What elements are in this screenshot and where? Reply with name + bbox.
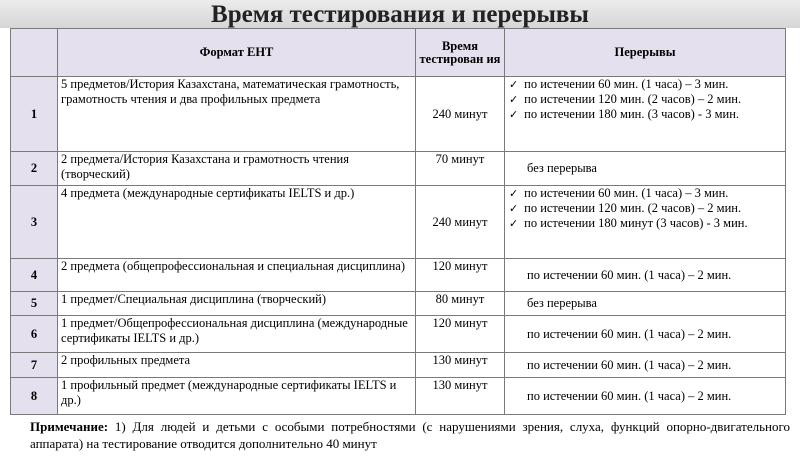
- checkmark-icon: ✓: [509, 108, 519, 121]
- row-time: 240 минут: [416, 186, 505, 259]
- break-item: [509, 186, 782, 201]
- break-text: по истечении 60 мин. (1 часа) – 2 мин.: [527, 357, 732, 372]
- break-text: без перерыва: [527, 161, 597, 175]
- table-row: [11, 77, 786, 152]
- table-row: [11, 316, 786, 353]
- table-row: [11, 353, 786, 378]
- row-number: 5: [11, 292, 58, 316]
- row-number: 2: [11, 152, 58, 186]
- footnote: [30, 418, 790, 452]
- row-breaks: [505, 292, 786, 316]
- row-breaks: [505, 152, 786, 186]
- row-time: 240 минут: [416, 77, 505, 152]
- row-format: 1 предмет/Общепрофессиональная дисциплина (международные сертификаты IELTS и др.): [58, 316, 416, 353]
- row-format: 2 предмета/История Казахстана и грамотность чтения (творческий): [58, 152, 416, 186]
- table-row: [11, 186, 786, 259]
- header-breaks: Перерывы: [505, 29, 786, 77]
- checkmark-icon: ✓: [509, 187, 519, 200]
- row-format: 2 профильных предмета: [58, 353, 416, 378]
- row-format: 1 предмет/Специальная дисциплина (творческий): [58, 292, 416, 316]
- header-format: Формат ЕНТ: [58, 29, 416, 77]
- break-text: по истечении 180 мин. (3 часов) - 3 мин.: [524, 107, 740, 121]
- footnote-text: 1) Для людей и детьми с особыми потребностями (с нарушениями зрения, слуха, функций опорно-двигательного аппарата) на тестирование отводится дополнительно 40 минут: [30, 419, 790, 451]
- row-breaks: [505, 378, 786, 415]
- checkmark-icon: ✓: [509, 217, 519, 230]
- row-number: 6: [11, 316, 58, 353]
- table-row: [11, 152, 786, 186]
- break-text: по истечении 180 минут (3 часов) - 3 мин.: [524, 216, 748, 230]
- row-number: 8: [11, 378, 58, 415]
- row-format: 2 предмета (общепрофессиональная и специальная дисциплина): [58, 259, 416, 292]
- checkmark-icon: ✓: [509, 202, 519, 215]
- row-time: 120 минут: [416, 259, 505, 292]
- row-breaks: [505, 186, 786, 259]
- header-num: [11, 29, 58, 77]
- break-item: [509, 92, 782, 107]
- row-number: 3: [11, 186, 58, 259]
- checkmark-icon: ✓: [509, 78, 519, 91]
- break-text: по истечении 60 мин. (1 часа) – 2 мин.: [527, 267, 732, 282]
- header-time: Время тестирован ия: [416, 29, 505, 77]
- checkmark-icon: ✓: [509, 93, 519, 106]
- footnote-label: Примечание:: [30, 419, 109, 434]
- row-time: 70 минут: [416, 152, 505, 186]
- row-format: 5 предметов/История Казахстана, математическая грамотность, грамотность чтения и два профильных предмета: [58, 77, 416, 152]
- header-row: [11, 29, 786, 77]
- break-item: [509, 216, 782, 231]
- row-number: 7: [11, 353, 58, 378]
- row-number: 4: [11, 259, 58, 292]
- break-text: по истечении 60 мин. (1 часа) – 3 мин.: [524, 77, 729, 91]
- table-row: [11, 378, 786, 415]
- break-text: по истечении 120 мин. (2 часов) – 2 мин.: [524, 92, 742, 106]
- break-item: [509, 77, 782, 92]
- row-breaks: [505, 77, 786, 152]
- break-text: по истечении 60 мин. (1 часа) – 2 мин.: [527, 326, 732, 341]
- schedule-table: [10, 28, 786, 415]
- break-text: по истечении 120 мин. (2 часов) – 2 мин.: [524, 201, 742, 215]
- break-item: [509, 201, 782, 216]
- row-format: 1 профильный предмет (международные сертификаты IELTS и др.): [58, 378, 416, 415]
- row-time: 80 минут: [416, 292, 505, 316]
- page-title: Время тестирования и перерывы: [211, 1, 589, 28]
- row-breaks: [505, 353, 786, 378]
- row-breaks: [505, 259, 786, 292]
- break-text: без перерыва: [527, 296, 597, 310]
- row-number: 1: [11, 77, 58, 152]
- row-format: 4 предмета (международные сертификаты IELTS и др.): [58, 186, 416, 259]
- row-time: 130 минут: [416, 378, 505, 415]
- break-text: по истечении 60 мин. (1 часа) – 3 мин.: [524, 186, 729, 200]
- break-text: по истечении 60 мин. (1 часа) – 2 мин.: [527, 388, 732, 403]
- table-row: [11, 292, 786, 316]
- row-breaks: [505, 316, 786, 353]
- row-time: 120 минут: [416, 316, 505, 353]
- row-time: 130 минут: [416, 353, 505, 378]
- table-row: [11, 259, 786, 292]
- break-item: [509, 107, 782, 122]
